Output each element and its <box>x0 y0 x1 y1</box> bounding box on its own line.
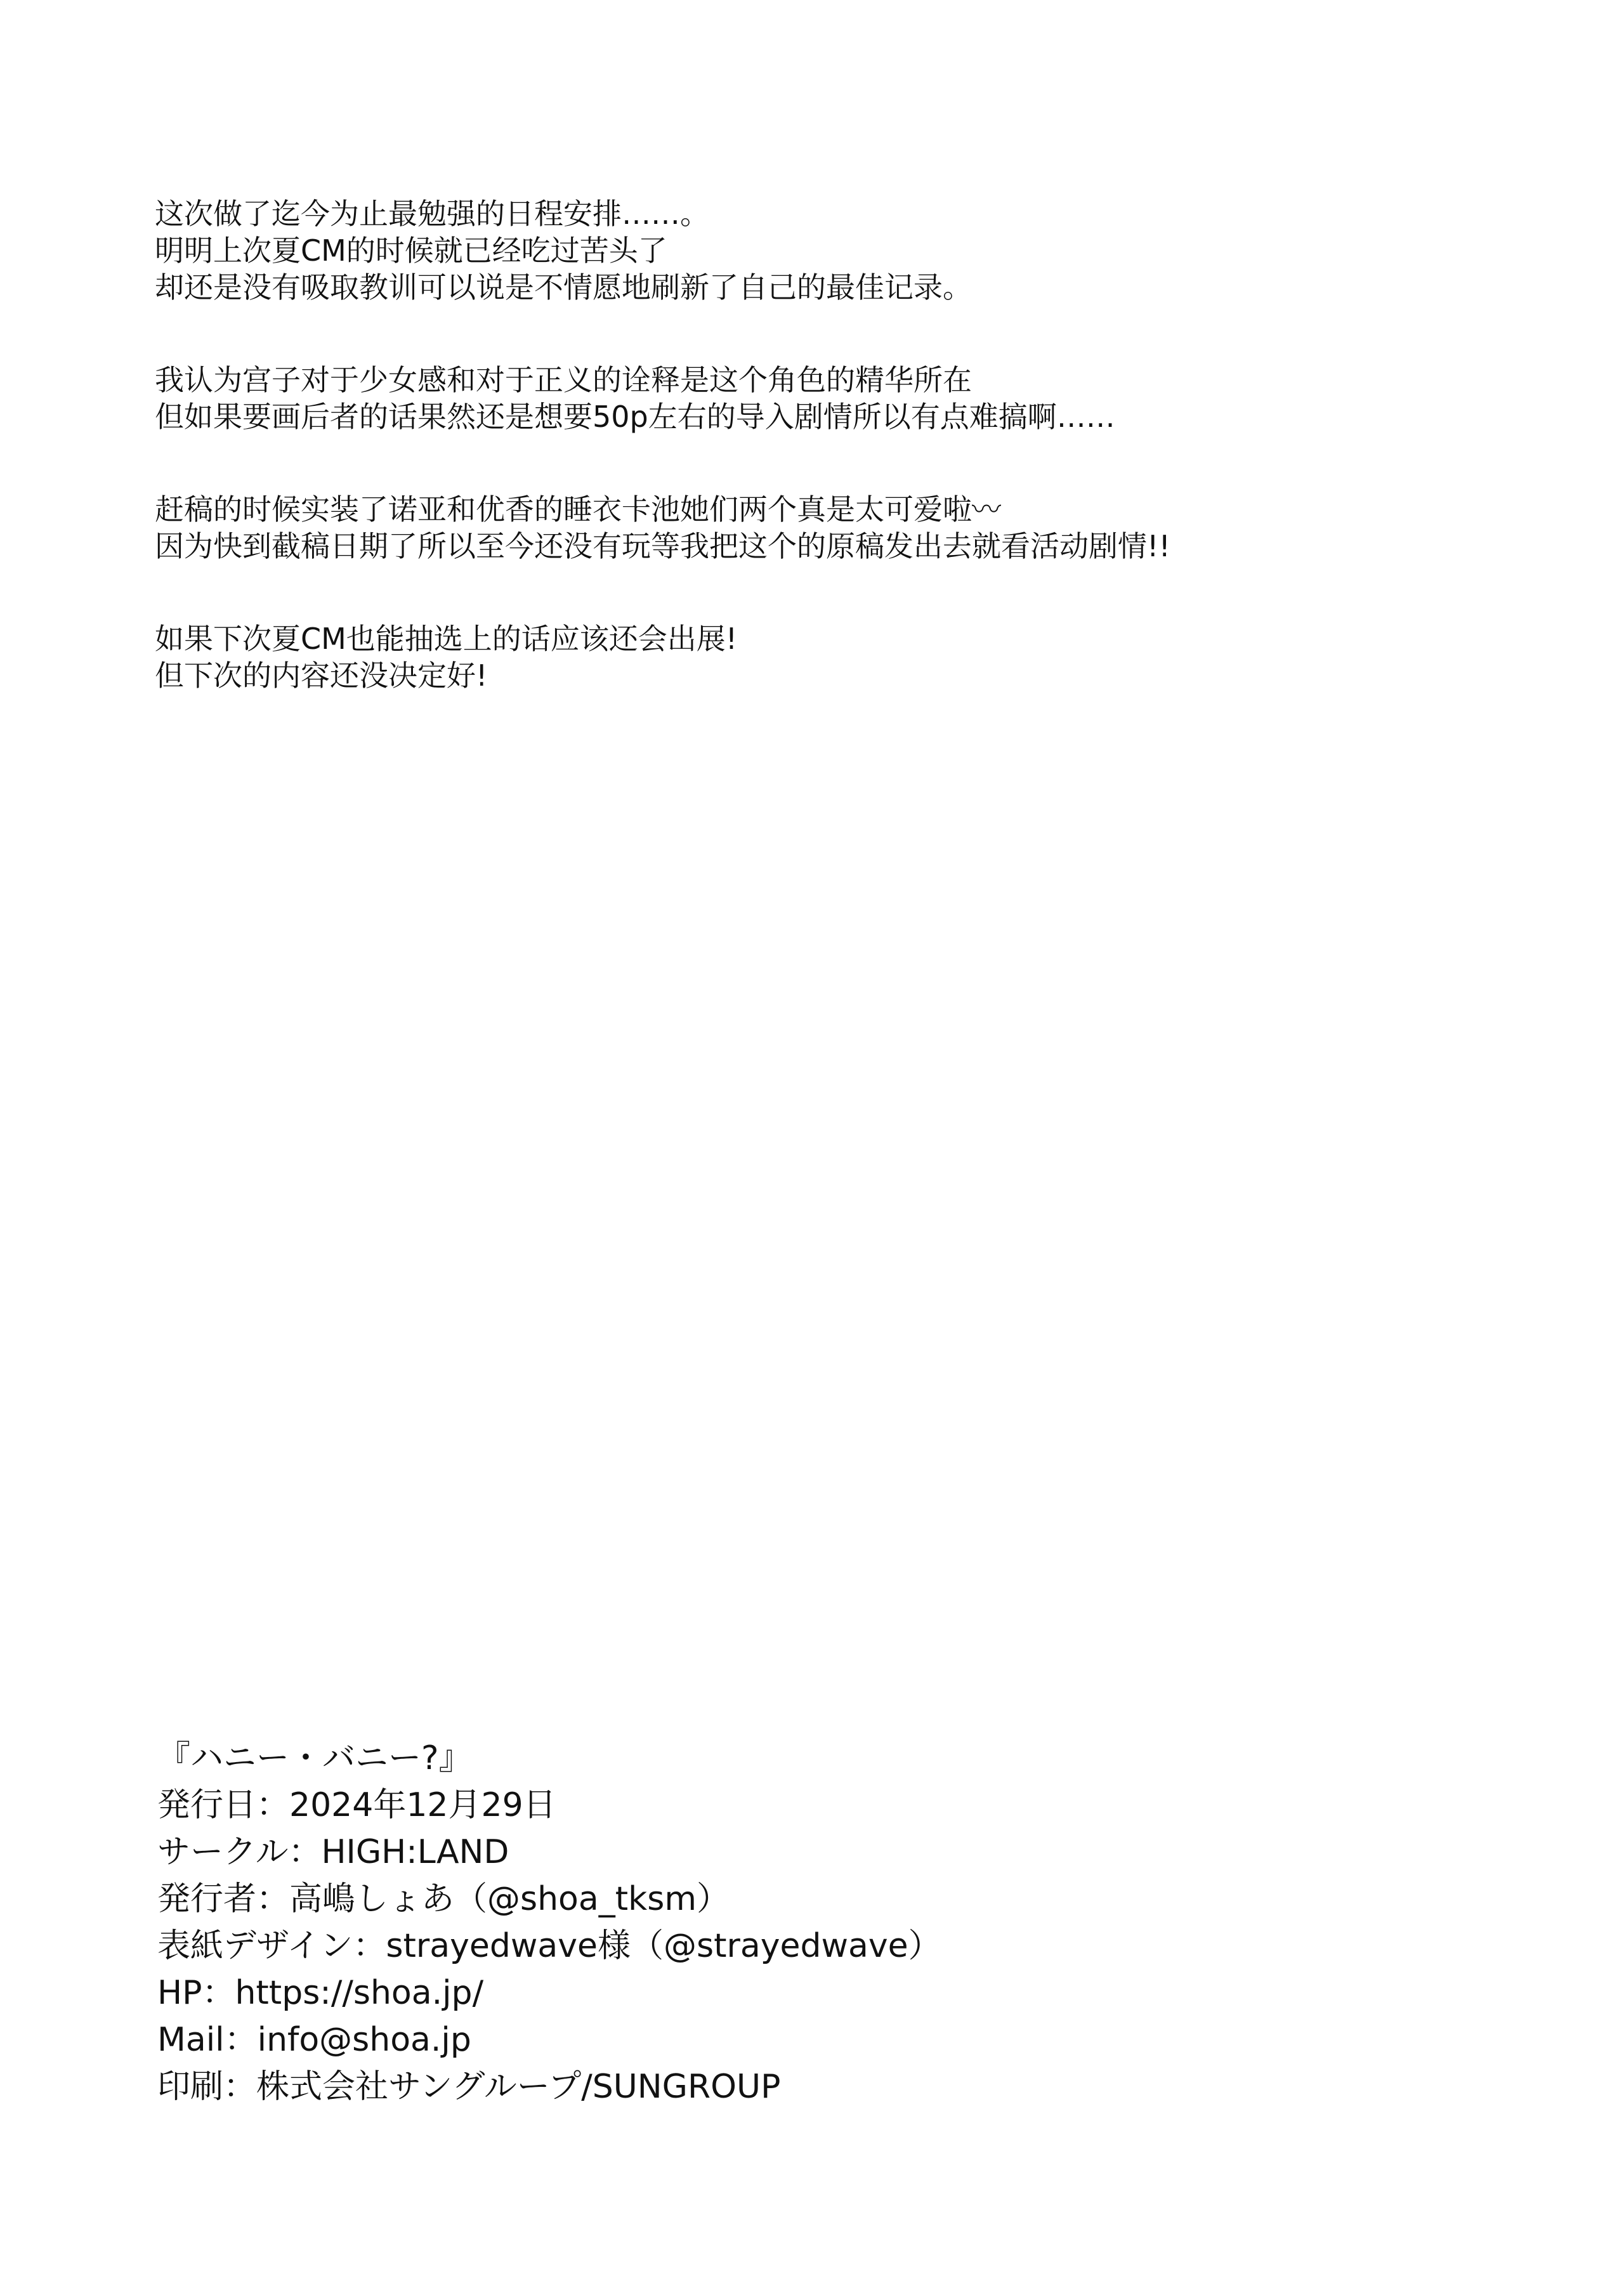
afterword-line: 明明上次夏CM的时候就已经吃过苦头了 <box>155 233 667 268</box>
colophon <box>157 1735 1490 2110</box>
afterword-text <box>155 195 1487 750</box>
afterword-line: 我认为宫子对于少女感和对于正义的诠释是这个角色的精华所在 <box>155 363 972 397</box>
afterword-line: 这次做了迄今为止最勉强的日程安排……。 <box>155 197 709 231</box>
colophon-mail: Mail：info@shoa.jp <box>157 2021 471 2059</box>
colophon-title: 『ハニー・バニー?』 <box>157 1739 472 1777</box>
afterword-line: 但下次的内容还没决定好! <box>155 658 488 693</box>
colophon-homepage: HP：https://shoa.jp/ <box>157 1974 484 2012</box>
afterword-paragraph-1 <box>155 195 1487 306</box>
colophon-issue-date: 発行日：2024年12月29日 <box>157 1786 556 1824</box>
colophon-printer: 印刷：株式会社サングループ/SUNGROUP <box>157 2068 781 2106</box>
colophon-publisher: 発行者：高嶋しょあ（@shoa_tksm） <box>157 1880 730 1918</box>
colophon-circle: サークル：HIGH:LAND <box>157 1833 509 1871</box>
afterword-paragraph-2 <box>155 362 1487 435</box>
colophon-cover-design: 表紙デザイン：strayedwave様（@strayedwave） <box>157 1927 941 1965</box>
afterword-line: 却还是没有吸取教训可以说是不情愿地刷新了自己的最佳记录。 <box>155 270 972 304</box>
afterword-paragraph-4 <box>155 620 1487 694</box>
afterword-line: 但如果要画后者的话果然还是想要50p左右的导入剧情所以有点难搞啊…… <box>155 400 1115 434</box>
afterword-line: 如果下次夏CM也能抽选上的话应该还会出展! <box>155 622 738 656</box>
afterword-line: 因为快到截稿日期了所以至今还没有玩等我把这个的原稿发出去就看活动剧情!! <box>155 529 1170 563</box>
afterword-line: 赶稿的时候实装了诺亚和优香的睡衣卡池她们两个真是太可爱啦〰 <box>155 492 1001 526</box>
afterword-paragraph-3 <box>155 491 1487 565</box>
